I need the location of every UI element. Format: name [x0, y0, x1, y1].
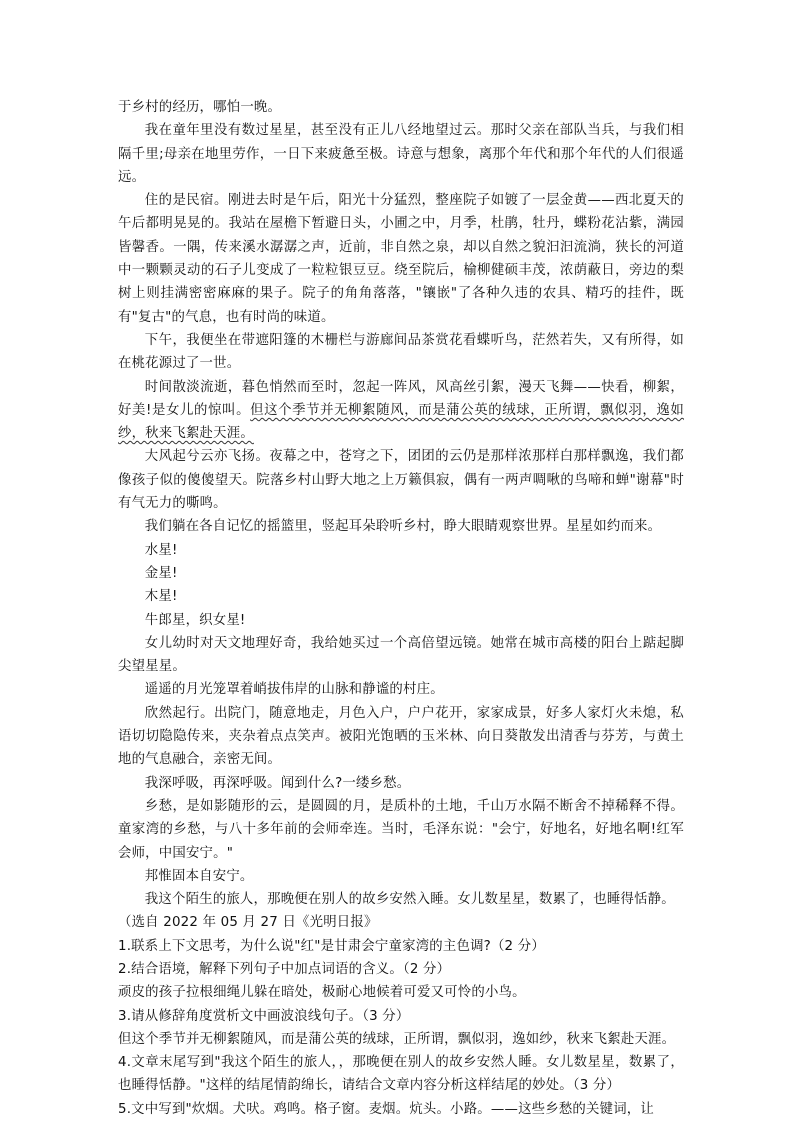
question-3: 3.请从修辞角度赏析文中画波浪线句子。（3 分） [118, 1008, 410, 1024]
paragraph: 水星! [144, 542, 178, 558]
paragraph: 木星! [144, 589, 178, 605]
paragraph: 金星! [144, 565, 178, 581]
paragraph: 欣然起行。出院门，随意地走，月色入户，户户花开，家家成景，好多人家灯火未熄，私语切切隐隐传来，夹杂着点点笑声。被阳光饱晒的玉米林、向日葵散发出清香与芬芳，与黄土地的气息融合，亲密无间。 [118, 705, 684, 768]
question-2-quoted-sentence: 顽皮的孩子拉根细绳儿躲在暗处，极耐心地候着可爱又可怜的小鸟。 [118, 985, 526, 1001]
paragraph: 于乡村的经历，哪怕一晚。 [118, 100, 282, 115]
paragraph: 住的是民宿。刚进去时是午后，阳光十分猛烈，整座院子如镀了一层金黄——西北夏天的午后都明晃晃的。我站在屋檐下暂避日头，小圃之中，月季，杜鹃，牡丹，蝶粉花沾紫，满园皆馨香。一隅，传来溪水潺潺之声，近前，非自然之泉，却以自然之貌汩汩流淌，狭长的河道中一颗颗灵动的石子儿变成了一粒粒银豆豆。绕至院后，榆柳健硕丰茂，浓荫蔽日，旁边的梨树上则挂满密密麻麻的果子。院子的角角落落，"镶嵌"了各种久违的农具、精巧的挂件，既有"复古"的气息，也有时尚的味道。 [118, 193, 684, 325]
paragraph: 我这个陌生的旅人，那晚便在别人的故乡安然入睡。女儿数星星，数累了，也睡得恬静。 [144, 892, 675, 908]
paragraph: 我们躺在各自记忆的摇篮里，竖起耳朵聆听乡村，睁大眼睛观察世界。星星如约而来。 [144, 519, 662, 535]
paragraph: 遥遥的月光笼罩着峭拔伟岸的山脉和静谧的村庄。 [144, 682, 444, 698]
document-page [118, 96, 684, 1121]
paragraph: 大风起兮云亦飞扬。夜幕之中，苍穹之下，团团的云仍是那样浓那样白那样飘逸，我们都像孩子似的傻傻望天。院落乡村山野大地之上万籁俱寂，偶有一两声啁啾的鸟啼和蝉"谢幕"时有气无力的嘶鸣。 [118, 449, 684, 512]
question-1: 1.联系上下文思考，为什么说"红"是甘肃会宁童家湾的主色调?（2 分） [118, 938, 545, 954]
paragraph: 乡愁，是如影随形的云，是圆圆的月，是质朴的土地，千山万水隔不断舍不掉稀释不得。童家湾的乡愁，与八十多年前的会师牵连。当时，毛泽东说："会宁，好地名，好地名啊!红军会师，中国安宁。" [118, 798, 684, 861]
article-source: （选自 2022 年 05 月 27 日《光明日报》 [118, 915, 378, 931]
question-2: 2.结合语境，解释下列句子中加点词语的含义。（2 分） [118, 961, 451, 977]
question-4: 4.文章末尾写到"我这个陌生的旅人，，那晚便在别人的故乡安然人睡。女儿数星星，数累了，也睡得恬静。"这样的结尾情韵绵长，请结合文章内容分析这样结尾的妙处。（3 分） [118, 1055, 684, 1094]
paragraph: 牛郎星，织女星! [144, 612, 246, 628]
article-body [118, 96, 684, 911]
paragraph: 我深呼吸，再深呼吸。闻到什么?一缕乡愁。 [144, 775, 411, 791]
paragraph: 女儿幼时对天文地理好奇，我给她买过一个高倍望远镜。她常在城市高楼的阳台上踮起脚尖望星星。 [118, 635, 684, 675]
paragraph: 我在童年里没有数过星星，甚至没有正儿八经地望过云。那时父亲在部队当兵，与我们相隔千里;母亲在地里劳作，一日下来疲惫至极。诗意与想象，离那个年代和那个年代的人们很遥远。 [118, 123, 684, 185]
paragraph: 下午，我便坐在带遮阳篷的木栅栏与游廊间品茶赏花看蝶听鸟，茫然若失，又有所得，如在桃花源过了一世。 [118, 332, 684, 372]
question-3-quoted-sentence: 但这个季节并无柳絮随风，而是蒲公英的绒球，正所谓，飘似羽，逸如纱，秋来飞絮赴天涯。 [118, 1031, 676, 1047]
paragraph: 邦惟固本自安宁。 [144, 868, 254, 884]
wavy-underlined-sentence: 但这个季节并无柳絮随风，而是蒲公英的绒球，正所谓，飘似羽，逸如纱，秋来飞絮赴天涯。 [118, 402, 684, 442]
question-list [118, 935, 684, 1121]
paragraph-with-wavy-sentence [118, 376, 684, 446]
question-5: 5.文中写到"炊烟。犬吠。鸡鸣。格子窗。麦烟。炕头。小路。——这些乡愁的关键词，让 [118, 1101, 654, 1117]
paragraph-text: 时间散淡流逝，暮色悄然而至时，忽起一阵风，风高丝引絮，漫天飞舞——快看，柳絮，好美!是女儿的惊叫。 [118, 379, 684, 418]
